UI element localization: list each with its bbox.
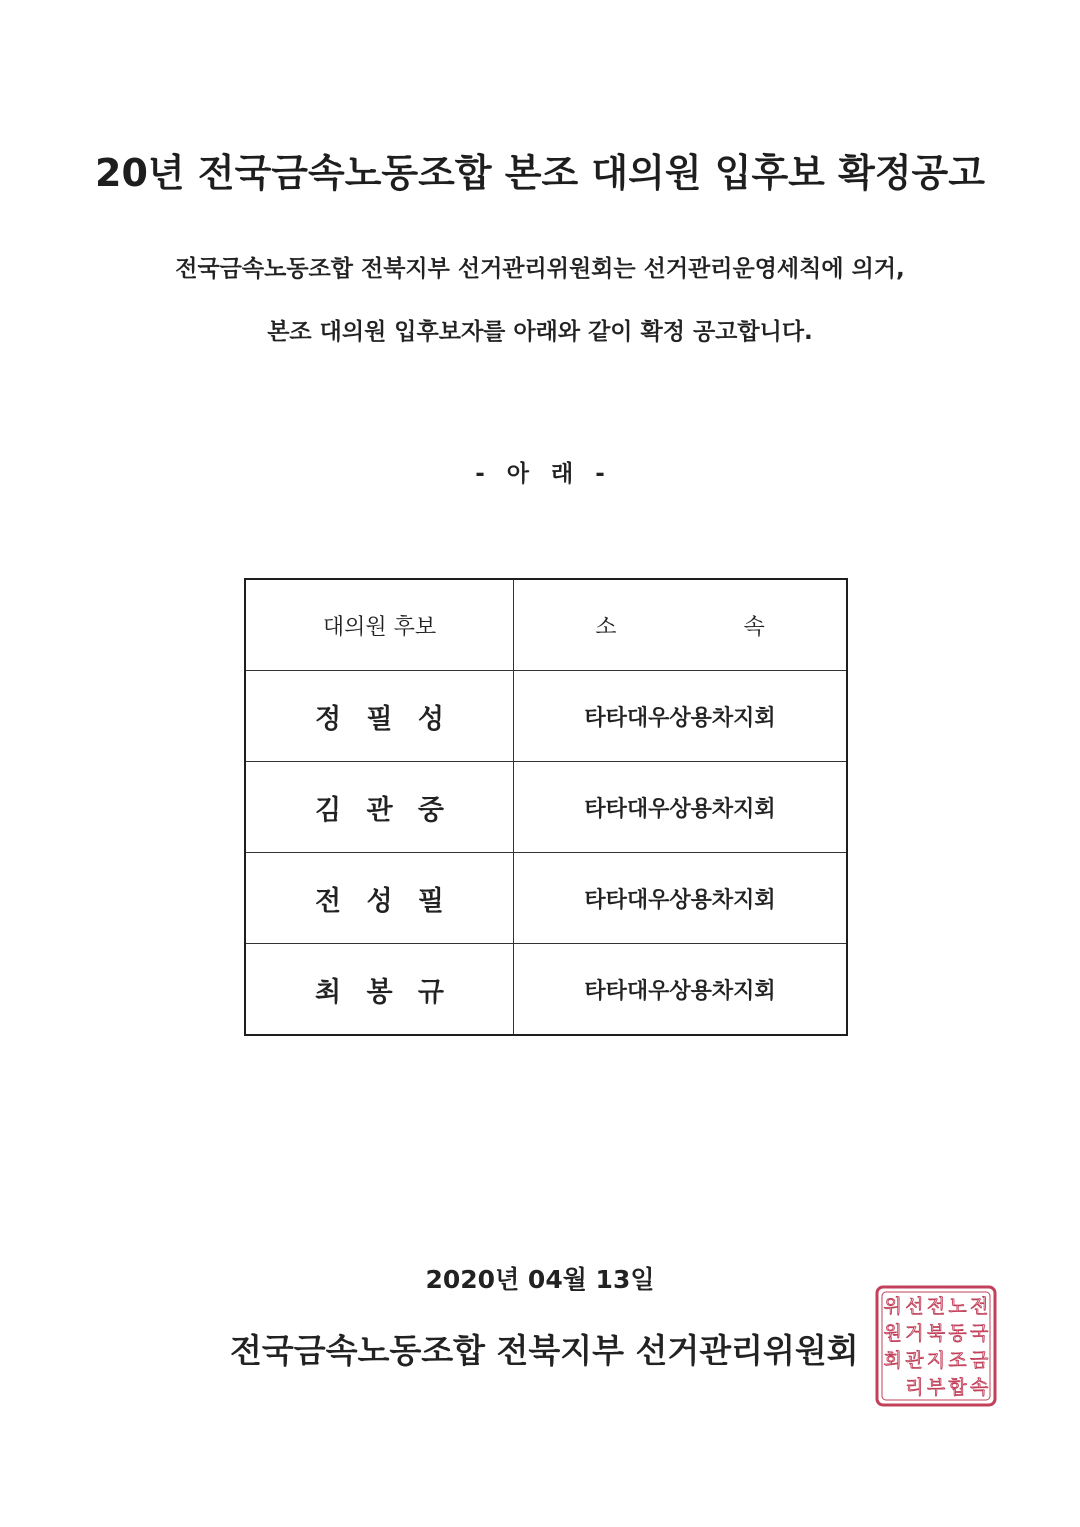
seal-character: 동 — [948, 1322, 967, 1345]
header-affiliation: 소 속 — [513, 579, 847, 671]
notice-date: 2020년 04월 13일 — [425, 1265, 655, 1294]
seal-character: 선 — [905, 1295, 924, 1318]
candidate-table — [244, 578, 848, 1036]
table-row — [245, 853, 847, 944]
seal-character: 국 — [970, 1322, 989, 1345]
header-candidate: 대의원 후보 — [245, 579, 513, 671]
candidate-name: 최 봉 규 — [245, 944, 513, 1036]
document-title: 20년 전국금속노동조합 본조 대의원 입후보 확정공고 — [95, 151, 985, 195]
seal-character: 위 — [883, 1295, 902, 1318]
table-row — [245, 762, 847, 853]
candidate-affiliation: 타타대우상용차지회 — [513, 853, 847, 944]
seal-character: 원 — [883, 1322, 902, 1345]
intro-line-2: 본조 대의원 입후보자를 아래와 같이 확정 공고합니다. — [267, 319, 813, 345]
seal-character: 금 — [970, 1349, 989, 1372]
seal-character: 조 — [948, 1349, 967, 1372]
table-header-row — [245, 579, 847, 671]
seal-character: 전 — [970, 1295, 989, 1318]
candidate-affiliation: 타타대우상용차지회 — [513, 944, 847, 1036]
seal-character: 북 — [926, 1322, 946, 1345]
candidate-affiliation: 타타대우상용차지회 — [513, 671, 847, 762]
intro-line-1: 전국금속노동조합 전북지부 선거관리위원회는 선거관리운영세칙에 의거, — [175, 256, 905, 282]
below-marker: - 아 래 - — [475, 461, 605, 487]
candidate-name: 정 필 성 — [245, 671, 513, 762]
seal-character: 거 — [905, 1322, 924, 1345]
candidate-affiliation: 타타대우상용차지회 — [513, 762, 847, 853]
table-row — [245, 671, 847, 762]
table-row — [245, 944, 847, 1036]
issuer-name: 전국금속노동조합 전북지부 선거관리위원회 — [230, 1331, 859, 1370]
seal-character: 리 — [905, 1376, 924, 1399]
seal-character: 노 — [948, 1295, 967, 1318]
seal-character: 관 — [905, 1349, 924, 1372]
official-seal-stamp — [873, 1283, 999, 1409]
seal-character: 합 — [948, 1376, 967, 1399]
seal-character: 전 — [926, 1295, 946, 1318]
candidate-name: 김 관 중 — [245, 762, 513, 853]
seal-character: 속 — [970, 1376, 989, 1399]
candidate-name: 전 성 필 — [245, 853, 513, 944]
seal-character: 지 — [926, 1349, 946, 1372]
seal-character: 부 — [926, 1376, 946, 1399]
seal-character: 회 — [883, 1349, 902, 1372]
